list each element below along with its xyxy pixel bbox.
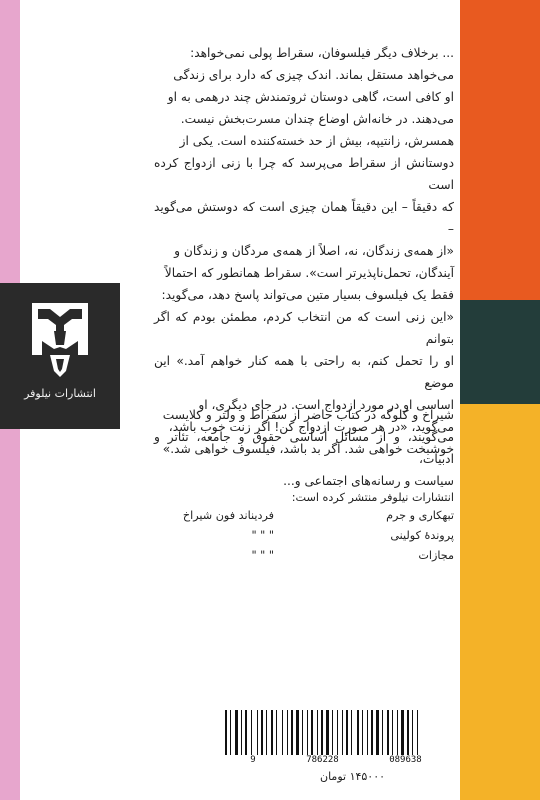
text-line: می‌گوید، «در هر صورت ازدواج کن! اگر زنت خوب باشد، <box>168 420 454 434</box>
text-line: می‌خواهد مستقل بماند. اندک چیزی که دارد برای زندگی <box>173 68 454 82</box>
text-line: شیراخ و کلوگه در کتاب حاضر از سقراط و ولتر و کلایست <box>162 408 454 422</box>
text-line: اساسی او در مورد ازدواج است. در جای دیگری، او <box>198 398 454 412</box>
book-list-heading: انتشارات نیلوفر منتشر کرده است: <box>291 491 454 504</box>
text-line: او را تحمل کنم، به راحتی با همه کنار خواهم آمد.» این موضع <box>154 354 454 390</box>
book-title: پروندهٔ کولینی <box>390 529 454 542</box>
teal-band <box>460 300 540 404</box>
book-title: تبهکاری و جرم <box>386 509 454 522</box>
book-list-item <box>154 527 454 547</box>
isbn-barcode <box>215 708 455 768</box>
text-line: می‌گویند، و از مسائل اساسی حقوق و جامعه، تئاتر و ادبیات، <box>154 430 454 466</box>
text-line: آیندگان، تحمل‌ناپذیرتر است». سقراط همانطور که احتمالاً <box>164 266 454 280</box>
text-line: دوستانش از سقراط می‌پرسد که چرا با زنی ازدواج کرده است <box>154 156 454 192</box>
book-title: مجازات <box>418 549 454 562</box>
barcode-digit-group: 089638 <box>389 755 422 765</box>
text-line: او کافی است، گاهی دوستان ثروتمندش چند درهمی به او <box>167 90 454 104</box>
publisher-book-list <box>154 489 454 567</box>
text-line: فقط یک فیلسوف بسیار متین می‌تواند پاسخ دهد، می‌گوید: <box>161 288 454 302</box>
blurb-paragraph-1 <box>154 42 454 460</box>
barcode-digit-group: 9 <box>250 755 256 765</box>
book-author: " " " <box>251 549 274 562</box>
publisher-name: انتشارات نیلوفر <box>24 387 96 400</box>
text-line: «این زنی است که من انتخاب کردم، مطمئن بودم که اگر بتوانم <box>154 310 454 346</box>
book-author: فردیناند فون شیراخ <box>182 509 274 522</box>
text-line: خوشبخت خواهی شد. اگر بد باشد، فیلسوف خواهی شد.» <box>162 442 454 456</box>
publisher-logo <box>0 283 120 429</box>
blurb-paragraph-2 <box>154 404 454 492</box>
book-author: " " " <box>251 529 274 542</box>
text-line: می‌دهند. در خانه‌اش اوضاع چندان مسرت‌بخش نیست. <box>180 112 454 126</box>
price-label: ۱۴۵۰۰۰ تومان <box>320 770 386 783</box>
text-line: همسرش، زانتیپه، بیش از حد خسته‌کننده است. یکی از <box>179 134 454 148</box>
orange-band <box>460 0 540 300</box>
barcode-digit-group: 786228 <box>306 755 339 765</box>
text-line: سیاست و رسانه‌های اجتماعی و... <box>283 474 454 488</box>
text-line: ... برخلاف دیگر فیلسوفان، سقراط پولی نمی‌خواهد: <box>190 46 454 60</box>
text-line: که دقیقاً – این دقیقاً همان چیزی است که دوستش می‌گوید – <box>154 200 454 236</box>
pink-band-top <box>0 0 20 283</box>
barcode-digits <box>225 755 447 767</box>
pink-band-bottom <box>0 429 20 800</box>
yellow-band <box>460 404 540 800</box>
book-list-item <box>154 547 454 567</box>
nilufar-logo-icon <box>28 301 92 379</box>
book-list-item <box>154 507 454 527</box>
text-line: «از همه‌ی زندگان، نه، اصلاً از همه‌ی مردگان و زندگان و <box>174 244 454 258</box>
